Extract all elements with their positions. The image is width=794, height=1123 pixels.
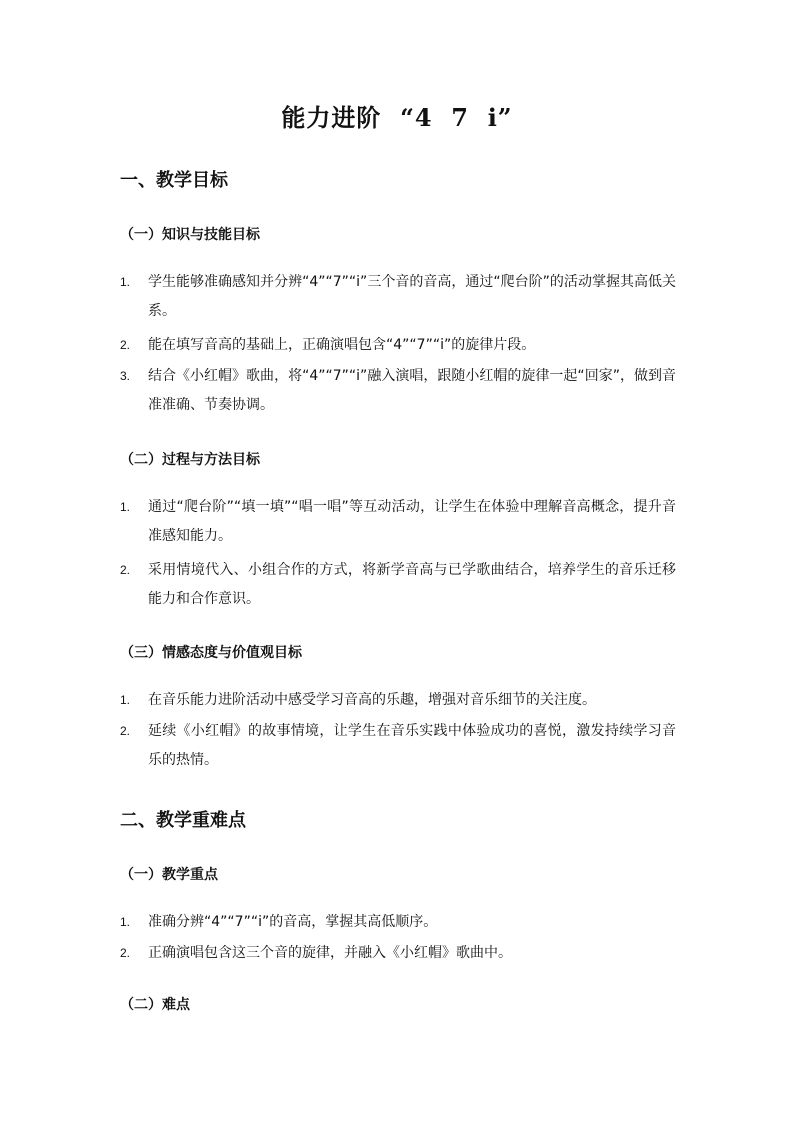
list-item-number: 2. xyxy=(120,724,131,738)
list-item xyxy=(120,939,676,968)
list-item-text: 学生能够准确感知并分辨“4”“7”“i”三个音的音高，通过“爬台阶”的活动掌握其高低关系。 xyxy=(148,274,676,319)
list-item-number: 2. xyxy=(120,563,131,577)
subsection-heading-emotion-values: （三）情感态度与价值观目标 xyxy=(120,645,302,661)
subsection-heading-key-points: （一）教学重点 xyxy=(120,867,218,883)
list-item-number: 1. xyxy=(120,915,131,929)
subsection-heading-process-methods: （二）过程与方法目标 xyxy=(120,452,260,468)
list-item xyxy=(120,268,676,326)
subsection-heading-knowledge-skills: （一）知识与技能目标 xyxy=(120,227,260,243)
list-item-number: 1. xyxy=(120,500,131,514)
list-item xyxy=(120,686,676,715)
list-item-text: 正确演唱包含这三个音的旋律，并融入《小红帽》歌曲中。 xyxy=(148,945,512,961)
list-item-number: 3. xyxy=(120,369,131,383)
document-title: 能力进阶 “4 7 i” xyxy=(281,103,513,132)
section-heading-teaching-objectives: 一、教学目标 xyxy=(120,170,228,191)
list-item-text: 延续《小红帽》的故事情境，让学生在音乐实践中体验成功的喜悦，激发持续学习音乐的热情。 xyxy=(148,723,676,768)
list-item xyxy=(120,717,676,775)
list-item xyxy=(120,908,676,937)
list-item-text: 准确分辨“4”“7”“i”的音高，掌握其高低顺序。 xyxy=(148,914,438,930)
list-item xyxy=(120,331,676,360)
list-item-number: 1. xyxy=(120,693,131,707)
section-heading-key-difficult-points: 二、教学重难点 xyxy=(120,810,246,831)
list-item xyxy=(120,362,676,420)
list-item-number: 2. xyxy=(120,338,131,352)
list-item-text: 结合《小红帽》歌曲，将“4”“7”“i”融入演唱，跟随小红帽的旋律一起“回家”，做到音准准确、节奏协调。 xyxy=(148,368,676,413)
list-item-text: 在音乐能力进阶活动中感受学习音高的乐趣，增强对音乐细节的关注度。 xyxy=(148,692,596,708)
subsection-heading-difficult-points: （二）难点 xyxy=(120,997,190,1013)
list-item-number: 2. xyxy=(120,946,131,960)
list-item-number: 1. xyxy=(120,275,131,289)
list-item-text: 采用情境代入、小组合作的方式，将新学音高与已学歌曲结合，培养学生的音乐迁移能力和合作意识。 xyxy=(148,562,676,607)
list-item xyxy=(120,493,676,551)
list-item-text: 通过“爬台阶”“填一填”“唱一唱”等互动活动，让学生在体验中理解音高概念，提升音准感知能力。 xyxy=(148,499,676,544)
list-item xyxy=(120,556,676,614)
list-item-text: 能在填写音高的基础上，正确演唱包含“4”“7”“i”的旋律片段。 xyxy=(148,337,536,353)
